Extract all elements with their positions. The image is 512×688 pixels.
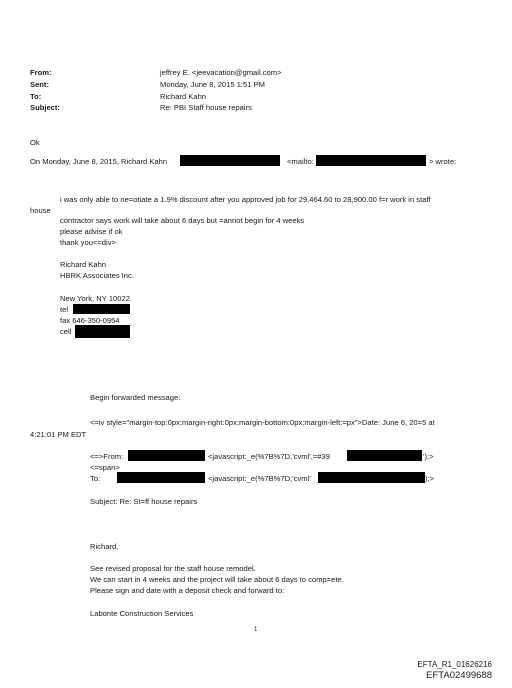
forwarded-to-js: <javascript:_e(%7B%7D,'cvml' (208, 474, 311, 483)
forwarded-message-line: See revised proposal for the staff house remodel. (90, 564, 256, 573)
redaction-block (316, 155, 426, 166)
signature-name: Richard Kahn (60, 260, 107, 269)
redaction-block (180, 155, 280, 166)
quote-wrote: > wrote: (429, 157, 457, 166)
forwarded-to-end: );> (425, 474, 435, 483)
forwarded-company: Labonte Construction Services (90, 609, 194, 618)
quoted-paragraph-line: house (30, 206, 51, 215)
redaction-block (73, 304, 130, 314)
forwarded-from-prefix: <=>From: (90, 452, 124, 461)
redaction-block (117, 472, 205, 483)
signature-company: HBRK Associates Inc. (60, 271, 134, 280)
signature-cell: cell (60, 327, 72, 336)
quote-mailto: <mailto: (287, 157, 314, 166)
quoted-paragraph-line: i was only able to ne=otiate a 1.9% discount after you approved job for 29,464.60 to 28,900.00 f=r work in staff (60, 195, 431, 204)
quoted-paragraph-line: thank you<=div> (60, 238, 116, 247)
subject-label: Subject: (30, 103, 60, 112)
doc-id-secondary: EFTA02499688 (426, 670, 492, 681)
forwarded-greeting: Richard, (90, 542, 119, 551)
forwarded-message-line: We can start in 4 weeks and the project will take about 6 days to comp=ete. (90, 575, 344, 584)
to-label: To: (30, 92, 42, 101)
from-label: From: (30, 68, 52, 77)
signature-tel: tel (60, 305, 69, 314)
redaction-block (347, 450, 422, 461)
doc-id-primary: EFTA_R1_01626216 (417, 660, 492, 669)
redaction-block (128, 450, 205, 461)
subject-value: Re: PBI Staff house repairs (160, 103, 252, 112)
from-value: jeffrey E. <jeevacation@gmail.com> (160, 68, 282, 77)
signature-fax: fax 646-350-0954 (60, 316, 120, 325)
page-number: 1 (254, 627, 258, 633)
quote-intro: On Monday, June 8, 2015, Richard Kahn (30, 157, 168, 166)
forwarded-date-line: 4:21:01 PM EDT (30, 430, 87, 439)
redaction-block (318, 472, 425, 483)
signature-city: New York, NY 10022 (60, 294, 130, 303)
forwarded-span-line: <=span> (90, 463, 120, 472)
sent-value: Monday, June 8, 2015 1:51 PM (160, 80, 265, 89)
forwarded-date-line: <=iv style="margin-top:0px;margin-right:0px;margin-bottom:0px;margin-left:=px">Date: June 6, 20=5 at (90, 418, 435, 427)
sent-label: Sent: (30, 80, 49, 89)
to-value: Richard Kahn (160, 92, 207, 101)
quoted-paragraph-line: please advise if ok (60, 227, 123, 236)
forwarded-from-js: <javascript:_e(%7B%7D,'cvml',=#39 (208, 452, 330, 461)
quoted-paragraph-line: contractor says work will take about 6 days but =annot begin for 4 weeks (60, 216, 305, 225)
forwarded-subject: Subject: Re: St=ff house repairs (90, 497, 198, 506)
forwarded-message-line: Please sign and date with a deposit check and forward to: (90, 586, 285, 595)
forwarded-intro: Begin forwarded message: (90, 393, 181, 402)
redaction-block (75, 325, 130, 338)
forwarded-to-prefix: To: (90, 474, 101, 483)
reply-text: Ok (30, 138, 40, 147)
forwarded-from-end: ');> (423, 452, 434, 461)
